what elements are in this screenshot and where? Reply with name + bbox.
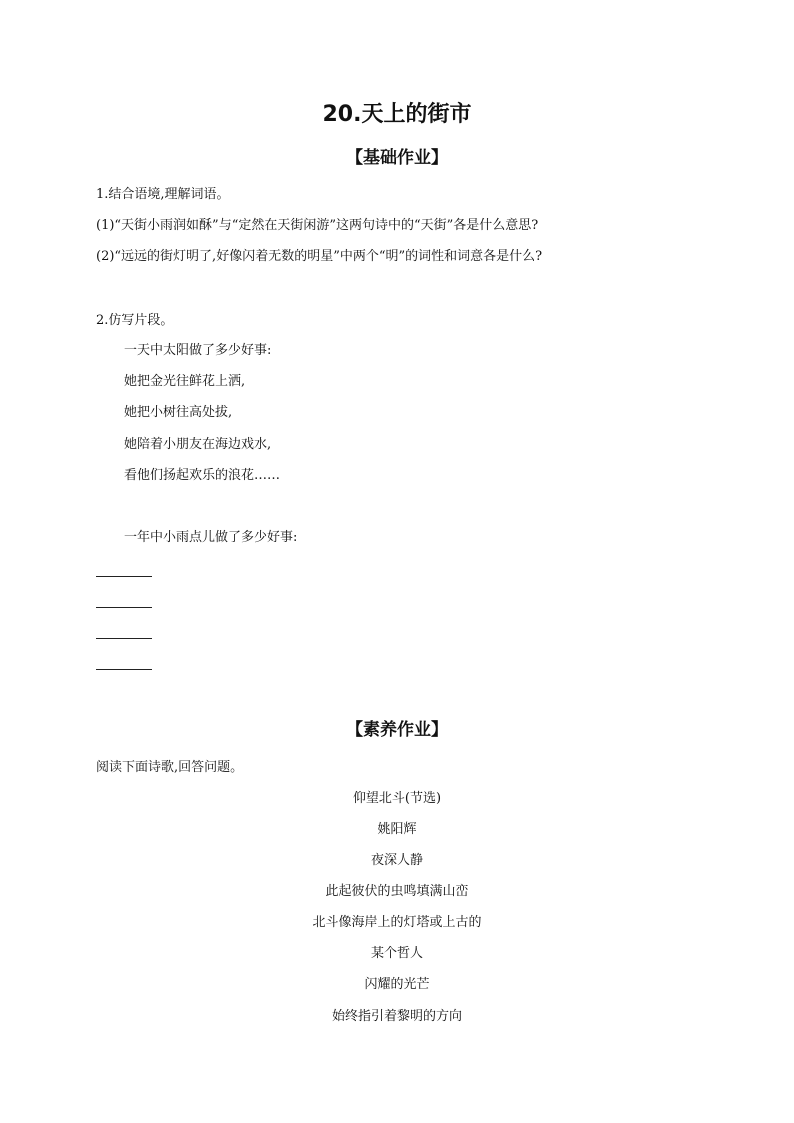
question-1-sub-1: (1)“天街小雨润如酥”与“定然在天街闲游”这两句诗中的“天街”各是什么意思?: [96, 218, 539, 233]
poem-line: 始终指引着黎明的方向: [331, 1009, 462, 1024]
poem-line: 夜深人静: [370, 853, 423, 868]
answer-blank-4[interactable]: [96, 669, 152, 670]
imitation-prompt: 一年中小雨点儿做了多少好事:: [124, 530, 298, 545]
poem-author: 姚阳辉: [377, 822, 417, 837]
example-line: 她陪着小朋友在海边戏水,: [124, 437, 272, 452]
question-2-stem: 2.仿写片段。: [96, 313, 174, 328]
poem-line: 此起彼伏的虫鸣填满山峦: [325, 884, 469, 899]
poem-line: 某个哲人: [370, 946, 423, 961]
poem-line: 北斗像海岸上的灯塔或上古的: [312, 915, 482, 930]
answer-blank-1[interactable]: [96, 576, 152, 577]
poem-line: 闪耀的光芒: [364, 977, 430, 992]
page-title: 20.天上的街市: [322, 102, 472, 127]
example-line: 看他们扬起欢乐的浪花……: [124, 468, 281, 483]
question-1-sub-2: (2)“远远的街灯明了,好像闪着无数的明星”中两个“明”的词性和词意各是什么?: [96, 249, 543, 264]
poem-title: 仰望北斗(节选): [352, 791, 442, 806]
basic-section-heading: 【基础作业】: [346, 148, 448, 168]
reading-instruction: 阅读下面诗歌,回答问题。: [96, 760, 244, 775]
literacy-section-heading: 【素养作业】: [346, 720, 448, 740]
question-1-stem: 1.结合语境,理解词语。: [96, 187, 230, 202]
example-line: 她把小树往高处拔,: [124, 405, 233, 420]
answer-blank-3[interactable]: [96, 638, 152, 639]
answer-blank-2[interactable]: [96, 607, 152, 608]
example-line: 她把金光往鲜花上洒,: [124, 374, 246, 389]
example-line: 一天中太阳做了多少好事:: [124, 343, 272, 358]
